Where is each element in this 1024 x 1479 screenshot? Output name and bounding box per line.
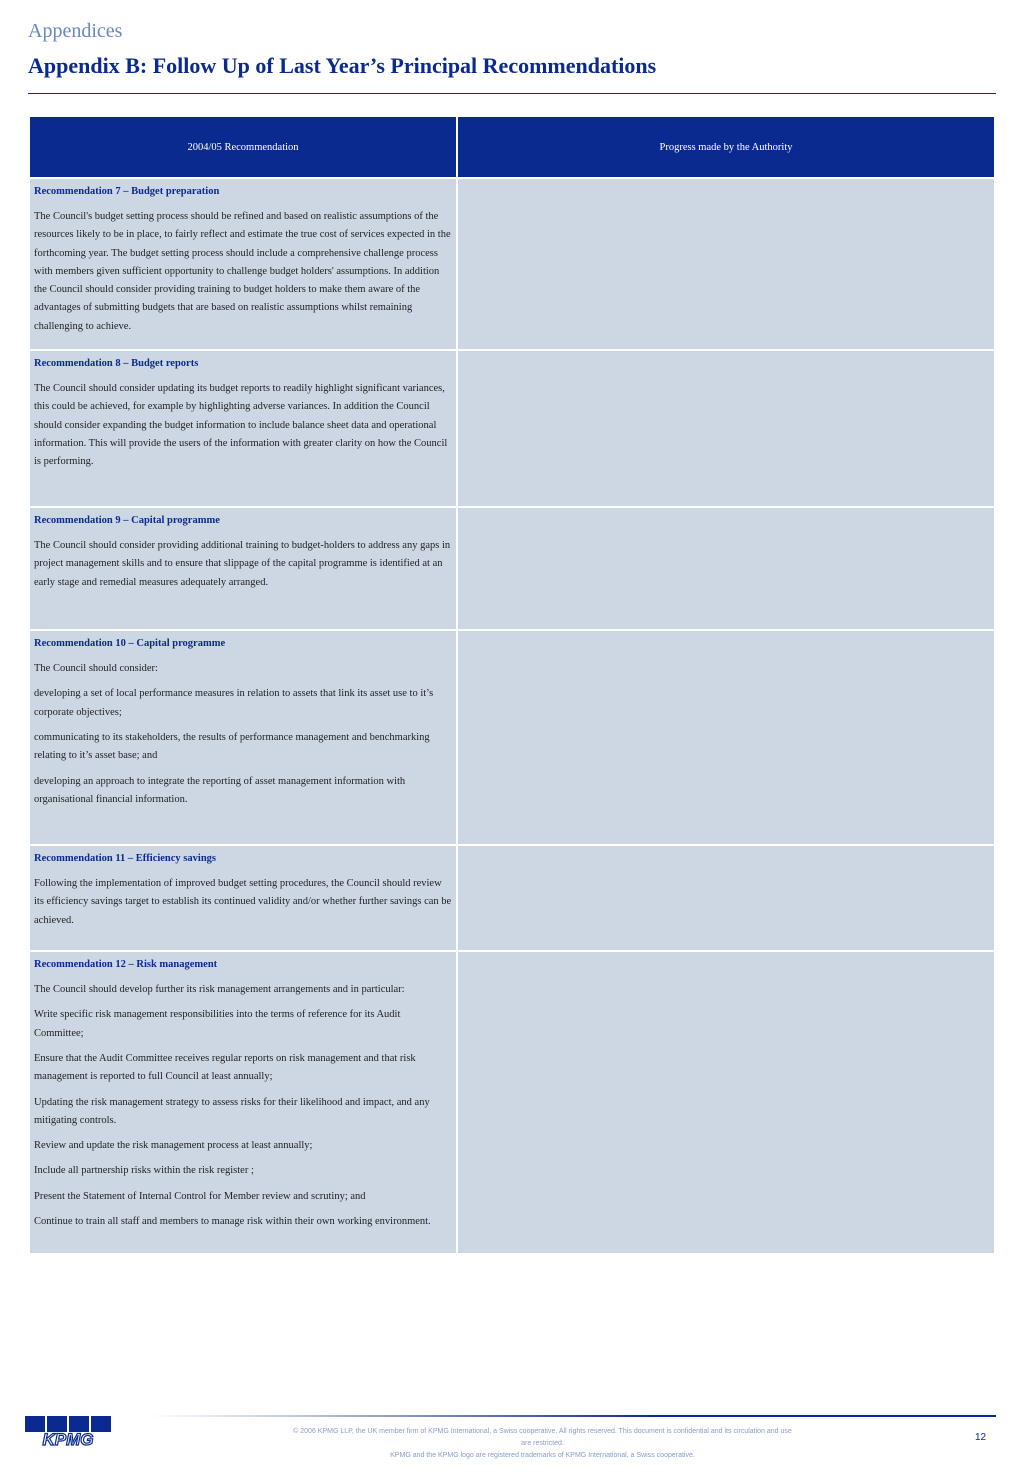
table-row bbox=[29, 178, 995, 350]
recommendation-text: developing a set of local performance measures in relation to assets that link its asset use to it’s corporate objectives; bbox=[34, 688, 434, 718]
recommendation-cell bbox=[29, 845, 457, 951]
progress-cell bbox=[457, 507, 995, 630]
progress-cell bbox=[457, 350, 995, 507]
copyright-line: © 2006 KPMG LLP, the UK member firm of KPMG International, a Swiss cooperative. All rights reserved. This document is confidential and its circulation and use bbox=[293, 1428, 792, 1435]
recommendation-text: The Council should consider: bbox=[34, 663, 158, 675]
footer-divider bbox=[150, 1415, 996, 1417]
title-divider bbox=[28, 93, 996, 94]
recommendation-cell bbox=[29, 507, 457, 630]
table-row bbox=[29, 507, 995, 630]
recommendation-text: developing an approach to integrate the reporting of asset management information with organisational financial information. bbox=[34, 775, 406, 805]
recommendation-cell bbox=[29, 951, 457, 1254]
column-header-progress: Progress made by the Authority bbox=[457, 116, 995, 178]
footer-copyright bbox=[260, 1426, 825, 1462]
table-row bbox=[29, 350, 995, 507]
recommendation-text: Review and update the risk management process at least annually; bbox=[34, 1140, 313, 1152]
recommendation-heading: Recommendation 9 – Capital programme bbox=[34, 515, 220, 527]
progress-cell bbox=[457, 845, 995, 951]
recommendation-heading: Recommendation 12 – Risk management bbox=[34, 959, 218, 971]
table-body bbox=[29, 178, 995, 1254]
recommendation-cell bbox=[29, 350, 457, 507]
progress-cell bbox=[457, 178, 995, 350]
recommendation-cell bbox=[29, 630, 457, 845]
column-header-recommendation: 2004/05 Recommendation bbox=[29, 116, 457, 178]
copyright-line: are restricted. bbox=[521, 1440, 564, 1447]
svg-text:KPMG: KPMG bbox=[42, 1430, 94, 1446]
recommendations-table bbox=[28, 115, 996, 1255]
recommendation-text: Continue to train all staff and members to manage risk within their own working environment. bbox=[34, 1216, 431, 1228]
recommendation-text: The Council should develop further its risk management arrangements and in particular: bbox=[34, 984, 405, 996]
table-row bbox=[29, 845, 995, 951]
table-row bbox=[29, 951, 995, 1254]
recommendation-text: Ensure that the Audit Committee receives regular reports on risk management and that risk management is reported to full Council at least annually; bbox=[34, 1052, 416, 1083]
recommendation-text: Present the Statement of Internal Control for Member review and scrutiny; and bbox=[34, 1190, 366, 1202]
recommendation-text: The Council should consider providing additional training to budget-holders to address any gaps in project management skills and to ensure that slippage of the capital programme is identified at an early stage and remedial measures adequately arranged. bbox=[34, 540, 451, 588]
page-title: Appendix B: Follow Up of Last Year’s Principal Recommendations bbox=[28, 53, 657, 78]
trademark-line: KPMG and the KPMG logo are registered trademarks of KPMG International, a Swiss cooperative. bbox=[390, 1452, 695, 1459]
recommendation-text: Write specific risk management responsibilities into the terms of reference for its Audit Committee; bbox=[34, 1009, 401, 1039]
section-label: Appendices bbox=[28, 20, 123, 42]
table-header-row bbox=[29, 116, 995, 178]
recommendation-heading: Recommendation 7 – Budget preparation bbox=[34, 186, 220, 197]
recommendation-text: The Council should consider updating its budget reports to readily highlight significant variances, this could be achieved, for example by highlighting adverse variances. In addition the Council should consider expanding the budget information to include balance sheet data and operational information. This will provide the users of the information with greater clarity on how the Council is performing. bbox=[34, 383, 448, 468]
recommendation-text: communicating to its stakeholders, the results of performance management and benchmarking relating to it’s asset base; and bbox=[34, 731, 430, 762]
progress-cell bbox=[457, 630, 995, 845]
recommendation-heading: Recommendation 10 – Capital programme bbox=[34, 638, 226, 650]
recommendation-text: Updating the risk management strategy to assess risks for their likelihood and impact, and any mitigating controls. bbox=[34, 1096, 430, 1126]
table-row bbox=[29, 630, 995, 845]
recommendation-heading: Recommendation 8 – Budget reports bbox=[34, 358, 199, 370]
kpmg-logo bbox=[25, 1416, 111, 1446]
recommendation-text: The Council's budget setting process should be refined and based on realistic assumptions of the resources likely to be in place, to fairly reflect and estimate the true cost of services expected in the forthcoming year. The budget setting process should include a comprehensive challenge process with members given sufficient opportunity to challenge budget holders' assumptions. In addition the Council should consider providing training to budget holders to make them aware of the advantages of submitting budgets that are based on realistic assumptions whilst remaining challenging to achieve. bbox=[34, 211, 451, 332]
recommendation-text: Following the implementation of improved budget setting procedures, the Council should review its efficiency savings target to establish its continued validity and/or whether further savings can be achieved. bbox=[34, 878, 452, 926]
progress-cell bbox=[457, 951, 995, 1254]
page-number: 12 bbox=[975, 1432, 987, 1443]
recommendation-text: Include all partnership risks within the risk register ; bbox=[34, 1165, 254, 1177]
recommendation-heading: Recommendation 11 – Efficiency savings bbox=[34, 853, 216, 865]
recommendation-cell bbox=[29, 178, 457, 350]
